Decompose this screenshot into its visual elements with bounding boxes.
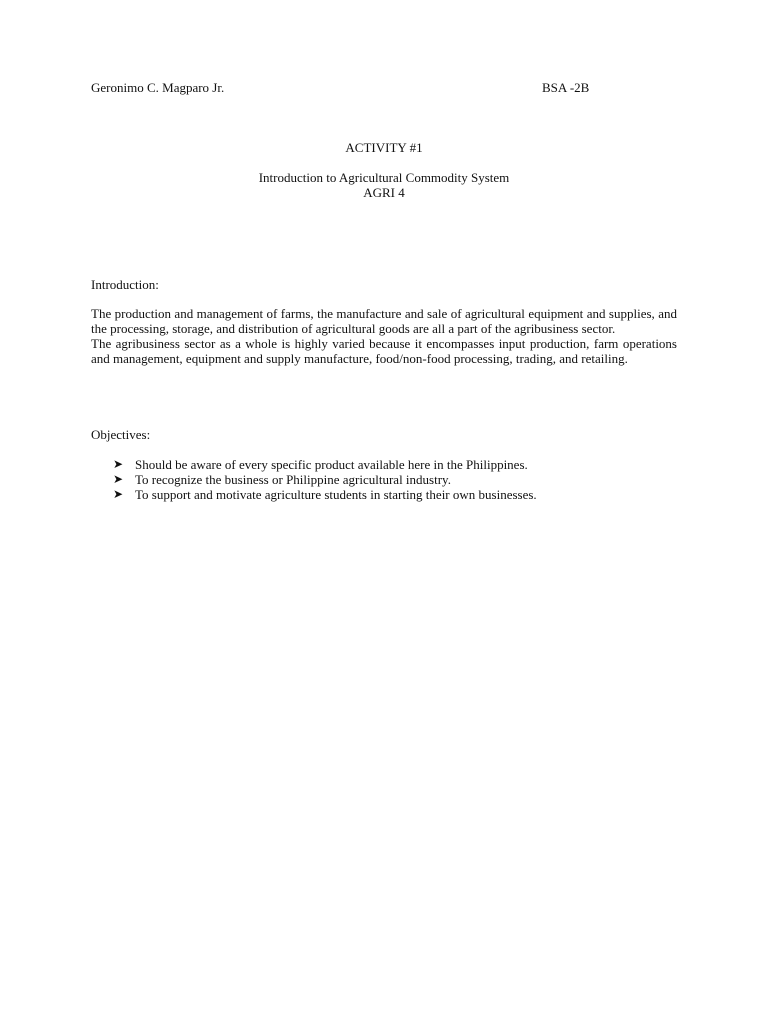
objective-text: To recognize the business or Philippine agricultural industry.	[135, 472, 451, 487]
arrowhead-bullet-icon: ➤	[113, 487, 124, 501]
objective-text: Should be aware of every specific product available here in the Philippines.	[135, 457, 528, 472]
list-item	[113, 457, 537, 472]
arrowhead-bullet-icon: ➤	[113, 472, 124, 486]
introduction-heading: Introduction:	[91, 277, 159, 292]
list-item	[113, 472, 537, 487]
list-item	[113, 487, 537, 502]
activity-title: ACTIVITY #1	[345, 140, 423, 155]
objectives-list	[113, 457, 537, 502]
introduction-body	[91, 306, 677, 366]
header-row	[91, 80, 601, 96]
author-name: Geronimo C. Magparo Jr.	[91, 80, 225, 95]
introduction-paragraph: The production and management of farms, the manufacture and sale of agricultural equipment and supplies, and the processing, storage, and distribution of agricultural goods are all a part of the agribusiness sector.	[91, 306, 677, 336]
course-title: Introduction to Agricultural Commodity System	[258, 170, 510, 185]
course-code: AGRI 4	[363, 185, 405, 200]
arrowhead-bullet-icon: ➤	[113, 457, 124, 471]
objective-text: To support and motivate agriculture students in starting their own businesses.	[135, 487, 537, 502]
introduction-paragraph: The agribusiness sector as a whole is highly varied because it encompasses input production, farm operations and management, equipment and supply manufacture, food/non-food processing, trading, and retailing.	[91, 336, 677, 366]
section-code: BSA -2B	[542, 80, 590, 95]
objectives-heading: Objectives:	[91, 427, 151, 442]
